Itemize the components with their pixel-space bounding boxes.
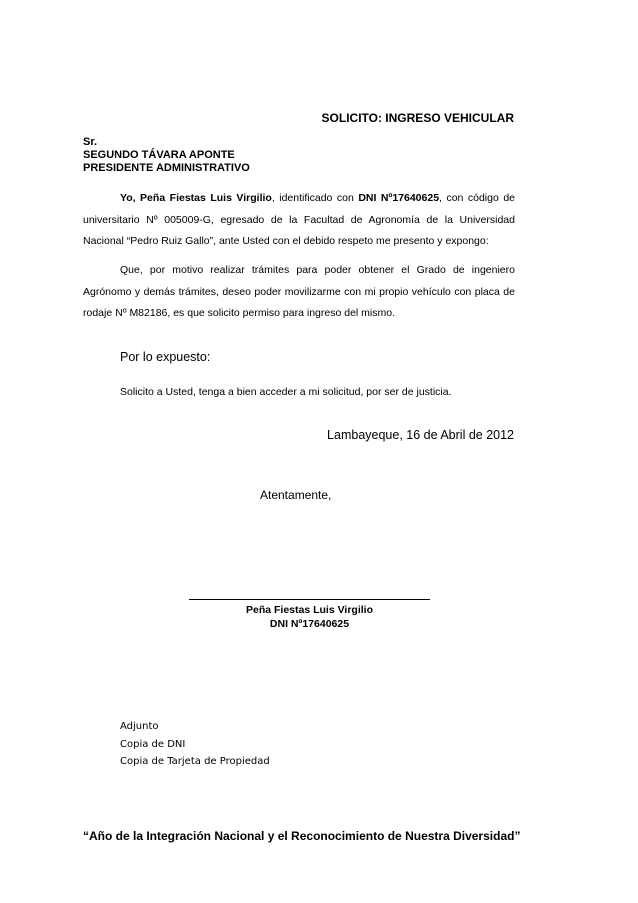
document-subject: SOLICITO: INGRESO VEHICULAR [321,111,514,125]
signature-dni: DNI Nº17640625 [269,618,350,630]
attachment-item: Copia de DNI [120,738,186,750]
request-statement: Solicito a Usted, tenga a bien acceder a mi solicitud, por ser de justicia. [120,386,452,398]
body-paragraph-reason: Que, por motivo realizar trámites para poder obtener el Grado de ingeniero Agrónomo y demás trámites, deseo poder movilizarme con mi propio vehículo con placa de rodaje Nº M82186, es que solicito permiso para ingreso del mismo. [83,264,515,319]
addressee-position: PRESIDENTE ADMINISTRATIVO [83,162,250,174]
signature-line [189,599,430,600]
addressee-name: SEGUNDO TÁVARA APONTE [83,149,235,161]
applicant-name: Yo, Peña Fiestas Luis Virgilio [120,192,272,204]
signature-name: Peña Fiestas Luis Virgilio [245,604,373,616]
applicant-dni: DNI Nº17640625 [358,192,440,204]
intro-text-a: , identificado con [271,192,359,204]
place-date: Lambayeque, 16 de Abril de 2012 [327,428,514,442]
footer-motto: “Año de la Integración Nacional y el Reconocimiento de Nuestra Diversidad” [83,829,521,843]
por-lo-expuesto: Por lo expuesto: [120,350,211,364]
addressee-salutation: Sr. [83,136,98,148]
body-paragraph-intro [83,188,515,253]
attachments-title: Adjunto [120,721,159,732]
addressee-block [83,136,250,175]
attachments-block [120,718,270,771]
attachment-item: Copia de Tarjeta de Propiedad [120,756,270,767]
intro-text-b: , con código de universitario Nº 005009-G, egresado de la Facultad de Agronomía de la Universidad Nacional “Pedro Ruiz Gallo”, ante Usted con el debido respeto me presento y expongo: [83,192,516,247]
closing-salutation: Atentamente, [260,488,332,502]
